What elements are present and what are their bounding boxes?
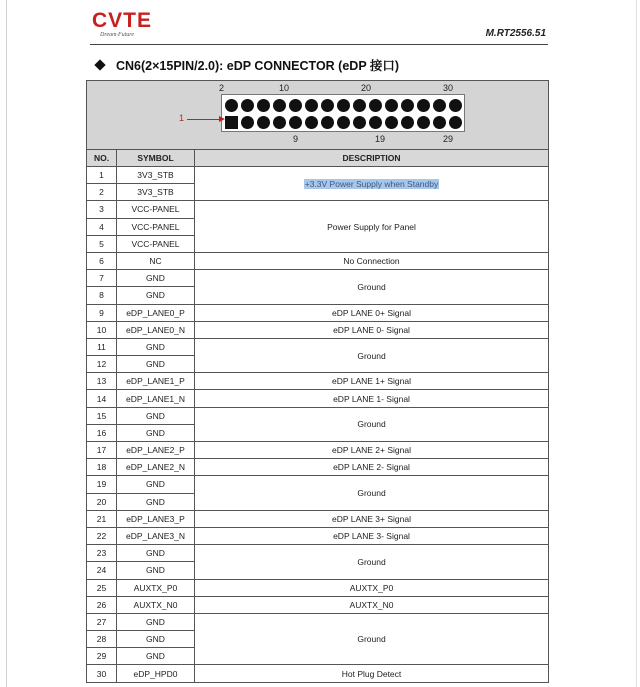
pin-symbol: GND [117,270,195,287]
pin-description: Power Supply for Panel [195,201,549,253]
pin-number: 15 [87,407,117,424]
pin-symbol: VCC-PANEL [117,201,195,218]
pin-symbol: GND [117,424,195,441]
pin-symbol: GND [117,356,195,373]
pin-icon [337,116,350,129]
pin-icon [225,99,238,112]
page-edge-left [6,0,7,687]
pin-number: 8 [87,287,117,304]
pin-number: 18 [87,459,117,476]
pin-icon [401,99,414,112]
pin-description: Ground [195,338,549,372]
pin-number: 12 [87,356,117,373]
pin-number: 7 [87,270,117,287]
pin-icon [449,99,462,112]
table-row [87,665,549,682]
pin-number: 2 [87,184,117,201]
table-row [87,476,549,493]
pin-symbol: eDP_LANE3_P [117,510,195,527]
highlighted-text: +3.3V Power Supply when Standby [304,178,439,189]
pin-symbol: eDP_LANE1_N [117,390,195,407]
pin-number: 4 [87,218,117,235]
pin-number: 1 [87,167,117,184]
pin-icon [369,99,382,112]
pin-symbol: 3V3_STB [117,184,195,201]
pin-symbol: VCC-PANEL [117,218,195,235]
table-row [87,510,549,527]
pin-label-top: 20 [361,83,372,93]
pin-icon [433,99,446,112]
pin-symbol: eDP_LANE0_P [117,304,195,321]
pin-symbol: GND [117,631,195,648]
pin-symbol: eDP_LANE0_N [117,321,195,338]
pin-number: 17 [87,442,117,459]
pin-number: 9 [87,304,117,321]
pin-number: 29 [87,648,117,665]
pin-icon [385,99,398,112]
brand-tagline: Dream·Future [100,32,135,38]
pin-number: 10 [87,321,117,338]
pin1-square-icon [225,116,238,129]
pin-symbol: eDP_LANE2_P [117,442,195,459]
pin-icon [273,99,286,112]
pin-symbol: GND [117,562,195,579]
pin-icon [401,116,414,129]
pin-icon [353,99,366,112]
pin-symbol: GND [117,407,195,424]
connector-diagram [217,84,469,146]
pin-number: 27 [87,613,117,630]
pin-symbol: eDP_LANE3_N [117,527,195,544]
bullet-diamond-icon [94,59,105,70]
pin-description: eDP LANE 2+ Signal [195,442,549,459]
pin-symbol: GND [117,476,195,493]
pin-description: No Connection [195,252,549,269]
pinout-table [86,80,549,683]
pin-icon [257,99,270,112]
pin-label-bottom: 29 [443,134,454,144]
pin-symbol: GND [117,545,195,562]
pin-icon [321,99,334,112]
pin-icon [321,116,334,129]
pin-number: 24 [87,562,117,579]
pin-number: 19 [87,476,117,493]
pin-description: eDP LANE 0- Signal [195,321,549,338]
pin-number: 11 [87,338,117,355]
pin-symbol: AUXTX_N0 [117,596,195,613]
pin-icon [369,116,382,129]
pin-icon [417,99,430,112]
table-row [87,390,549,407]
table-row [87,613,549,630]
pin1-arrow-line [187,119,221,120]
pin-label-bottom: 9 [293,134,299,144]
pin-number: 20 [87,493,117,510]
header-divider [90,44,548,45]
pin-number: 3 [87,201,117,218]
pin-icon [353,116,366,129]
pin-icon [305,116,318,129]
pin-symbol: eDP_LANE1_P [117,373,195,390]
table-row [87,338,549,355]
table-row [87,373,549,390]
column-header-description: DESCRIPTION [195,150,549,167]
pin-label-top: 30 [443,83,454,93]
pin-description: Ground [195,407,549,441]
pin-symbol: GND [117,648,195,665]
pin-description: Ground [195,270,549,304]
pin-number: 30 [87,665,117,682]
section-title-text: CN6(2×15PIN/2.0): eDP CONNECTOR (eDP 接口) [116,59,400,73]
table-row [87,201,549,218]
pin-number: 23 [87,545,117,562]
table-row [87,596,549,613]
pin-number: 16 [87,424,117,441]
pin-description: AUXTX_N0 [195,596,549,613]
pin-icon [289,116,302,129]
table-row [87,459,549,476]
table-row [87,407,549,424]
brand-name: CVTE [92,9,153,32]
pin-description: Ground [195,476,549,510]
pin-symbol: eDP_LANE2_N [117,459,195,476]
connector-diagram-cell [87,81,549,150]
table-header-row [87,150,549,167]
column-header-no: NO. [87,150,117,167]
column-header-symbol: SYMBOL [117,150,195,167]
table-row [87,167,549,184]
pin1-label: 1 [179,113,185,123]
pin-description: eDP LANE 1+ Signal [195,373,549,390]
pin-description: eDP LANE 3- Signal [195,527,549,544]
pin-number: 5 [87,235,117,252]
pin-icon [305,99,318,112]
pin-symbol: AUXTX_P0 [117,579,195,596]
pin-icon [433,116,446,129]
pin-description: eDP LANE 0+ Signal [195,304,549,321]
pin-description: eDP LANE 1- Signal [195,390,549,407]
pin-icon [337,99,350,112]
pin-symbol: GND [117,287,195,304]
pin-description: eDP LANE 2- Signal [195,459,549,476]
pin-icon [385,116,398,129]
section-title [96,56,399,74]
pin-number: 22 [87,527,117,544]
pin-symbol: GND [117,338,195,355]
pin-number: 28 [87,631,117,648]
pin-description [195,167,549,201]
page-edge-right [636,0,637,687]
table-row [87,545,549,562]
pin-symbol: 3V3_STB [117,167,195,184]
pin-label-bottom: 19 [375,134,386,144]
pin-number: 6 [87,252,117,269]
pin-icon [257,116,270,129]
pin-symbol: GND [117,493,195,510]
pin-number: 14 [87,390,117,407]
pin-number: 26 [87,596,117,613]
pin-number: 25 [87,579,117,596]
pin1-arrow-icon [219,116,225,122]
pin-description: AUXTX_P0 [195,579,549,596]
pin-symbol: NC [117,252,195,269]
pin-description: Ground [195,545,549,579]
pin-icon [417,116,430,129]
pin-symbol: GND [117,613,195,630]
pin-icon [449,116,462,129]
pin-label-top: 2 [219,83,225,93]
table-row [87,304,549,321]
pin-number: 21 [87,510,117,527]
brand-logo [92,10,152,39]
table-row [87,270,549,287]
pin-number: 13 [87,373,117,390]
pin-description: eDP LANE 3+ Signal [195,510,549,527]
pin-description: Ground [195,613,549,665]
table-row [87,252,549,269]
table-row [87,579,549,596]
pin-label-top: 10 [279,83,290,93]
pin-icon [289,99,302,112]
pin-icon [241,116,254,129]
pin-icon [273,116,286,129]
pin-description: Hot Plug Detect [195,665,549,682]
connector-body [221,94,465,132]
pin-symbol: VCC-PANEL [117,235,195,252]
document-number: M.RT2556.51 [485,28,546,39]
pin-icon [241,99,254,112]
table-row [87,321,549,338]
table-row [87,442,549,459]
table-row [87,527,549,544]
diagram-row [87,81,549,150]
pin-symbol: eDP_HPD0 [117,665,195,682]
